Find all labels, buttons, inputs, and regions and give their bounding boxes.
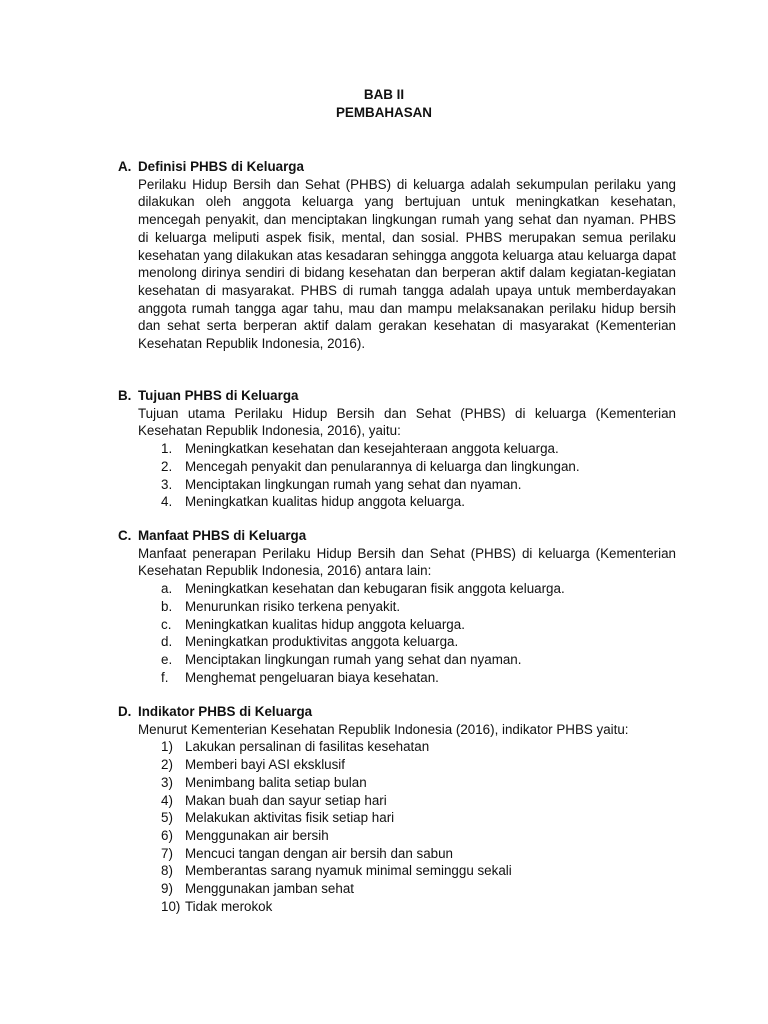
section-letter: B. bbox=[118, 388, 132, 403]
list-item bbox=[138, 827, 676, 845]
list-item-text: Menciptakan lingkungan rumah yang sehat dan nyaman. bbox=[185, 476, 522, 492]
list-marker: a. bbox=[161, 581, 173, 597]
numbered-list bbox=[138, 440, 676, 511]
section-letter: A. bbox=[118, 159, 132, 174]
list-item-text: Meningkatkan kualitas hidup anggota keluarga. bbox=[185, 494, 465, 510]
section-heading: Manfaat PHBS di Keluarga bbox=[138, 528, 307, 543]
list-item-text: Menghemat pengeluaran biaya kesehatan. bbox=[185, 669, 439, 685]
list-item-text: Meningkatkan kualitas hidup anggota keluarga. bbox=[185, 616, 465, 632]
list-item bbox=[138, 880, 676, 898]
list-marker: 1) bbox=[161, 739, 173, 755]
section-paragraph: Menurut Kementerian Kesehatan Republik Indonesia (2016), indikator PHBS yaitu: bbox=[138, 721, 629, 737]
list-marker: 6) bbox=[161, 827, 173, 843]
list-item-text: Mencegah penyakit dan penularannya di keluarga dan lingkungan. bbox=[185, 458, 580, 474]
list-item bbox=[138, 493, 676, 511]
lettered-list bbox=[138, 580, 676, 686]
section-heading: Indikator PHBS di Keluarga bbox=[138, 704, 313, 719]
section-letter: D. bbox=[118, 704, 132, 719]
list-item bbox=[138, 633, 676, 651]
section-paragraph: Manfaat penerapan Perilaku Hidup Bersih dan Sehat (PHBS) di keluarga (Kementerian Kesehatan Republik Indonesia, 2016) antara lain: bbox=[138, 545, 676, 579]
list-item bbox=[138, 809, 676, 827]
list-item bbox=[138, 862, 676, 880]
section-tujuan bbox=[118, 387, 676, 511]
list-marker: 3) bbox=[161, 774, 173, 790]
section-paragraph: Perilaku Hidup Bersih dan Sehat (PHBS) di keluarga adalah sekumpulan perilaku yang dilakukan oleh anggota keluarga yang bertujuan untuk meningkatkan kesehatan, mencegah penyakit, dan menciptakan lingkungan rumah yang sehat dan nyaman. PHBS di keluarga meliputi aspek fisik, mental, dan sosial. PHBS merupakan semua perilaku kesehatan yang dilakukan atas kesadaran sehingga anggota keluarga atau keluarga dapat menolong dirinya sendiri di bidang kesehatan dan berperan aktif dalam kegiatan-kegiatan kesehatan di masyarakat. PHBS di rumah tangga adalah upaya untuk memberdayakan anggota rumah tangga agar tahu, mau dan mampu melaksanakan perilaku hidup bersih dan sehat serta berperan aktif dalam gerakan kesehatan di masyarakat (Kementerian Kesehatan Republik Indonesia, 2016). bbox=[138, 176, 676, 352]
list-item-text: Mencuci tangan dengan air bersih dan sabun bbox=[185, 845, 454, 861]
list-item-text: Meningkatkan kesehatan dan kebugaran fisik anggota keluarga. bbox=[185, 581, 565, 597]
section-definisi bbox=[118, 158, 676, 353]
section-letter: C. bbox=[118, 528, 132, 543]
list-item bbox=[138, 616, 676, 634]
list-item bbox=[138, 580, 676, 598]
list-item bbox=[138, 440, 676, 458]
list-item bbox=[138, 774, 676, 792]
list-item bbox=[138, 756, 676, 774]
list-item-text: Lakukan persalinan di fasilitas kesehatan bbox=[185, 739, 430, 755]
list-item bbox=[138, 792, 676, 810]
list-marker: e. bbox=[161, 651, 173, 667]
list-marker: b. bbox=[161, 598, 173, 614]
list-marker: 1. bbox=[161, 441, 173, 457]
list-item bbox=[138, 458, 676, 476]
list-marker: 5) bbox=[161, 810, 173, 826]
list-item-text: Meningkatkan produktivitas anggota keluarga. bbox=[185, 634, 459, 650]
list-marker: 10) bbox=[161, 898, 181, 914]
list-item bbox=[138, 669, 676, 687]
list-marker: c. bbox=[161, 616, 172, 632]
list-item bbox=[138, 651, 676, 669]
list-item bbox=[138, 598, 676, 616]
list-item-text: Memberantas sarang nyamuk minimal seminggu sekali bbox=[185, 863, 512, 879]
list-marker: 7) bbox=[161, 845, 173, 861]
list-marker: 2. bbox=[161, 458, 173, 474]
section-heading: Tujuan PHBS di Keluarga bbox=[138, 388, 299, 403]
list-item bbox=[138, 898, 676, 916]
indicator-list bbox=[138, 738, 676, 915]
page-titles bbox=[0, 86, 768, 122]
section-manfaat bbox=[118, 527, 676, 686]
list-item-text: Menimbang balita setiap bulan bbox=[185, 774, 367, 790]
list-item bbox=[138, 738, 676, 756]
section-heading: Definisi PHBS di Keluarga bbox=[138, 159, 304, 174]
chapter-title: PEMBAHASAN bbox=[336, 105, 432, 120]
list-marker: 3. bbox=[161, 476, 173, 492]
list-item-text: Menggunakan jamban sehat bbox=[185, 881, 354, 897]
list-marker: 2) bbox=[161, 757, 173, 773]
list-item-text: Tidak merokok bbox=[185, 898, 273, 914]
list-item-text: Memberi bayi ASI eksklusif bbox=[185, 757, 346, 773]
list-marker: 4) bbox=[161, 792, 173, 808]
list-marker: 9) bbox=[161, 881, 173, 897]
list-item-text: Menggunakan air bersih bbox=[185, 827, 329, 843]
section-paragraph: Tujuan utama Perilaku Hidup Bersih dan Sehat (PHBS) di keluarga (Kementerian Kesehatan Republik Indonesia, 2016), yaitu: bbox=[138, 405, 676, 439]
list-item-text: Melakukan aktivitas fisik setiap hari bbox=[185, 810, 395, 826]
list-item-text: Makan buah dan sayur setiap hari bbox=[185, 792, 387, 808]
list-marker: f. bbox=[161, 669, 169, 685]
list-item-text: Menciptakan lingkungan rumah yang sehat dan nyaman. bbox=[185, 651, 522, 667]
list-marker: 4. bbox=[161, 494, 173, 510]
list-item bbox=[138, 845, 676, 863]
section-indikator bbox=[118, 703, 676, 915]
chapter-label: BAB II bbox=[363, 87, 405, 102]
list-item-text: Meningkatkan kesehatan dan kesejahteraan anggota keluarga. bbox=[185, 441, 559, 457]
list-marker: 8) bbox=[161, 863, 173, 879]
list-item-text: Menurunkan risiko terkena penyakit. bbox=[185, 598, 401, 614]
list-item bbox=[138, 476, 676, 494]
list-marker: d. bbox=[161, 634, 173, 650]
